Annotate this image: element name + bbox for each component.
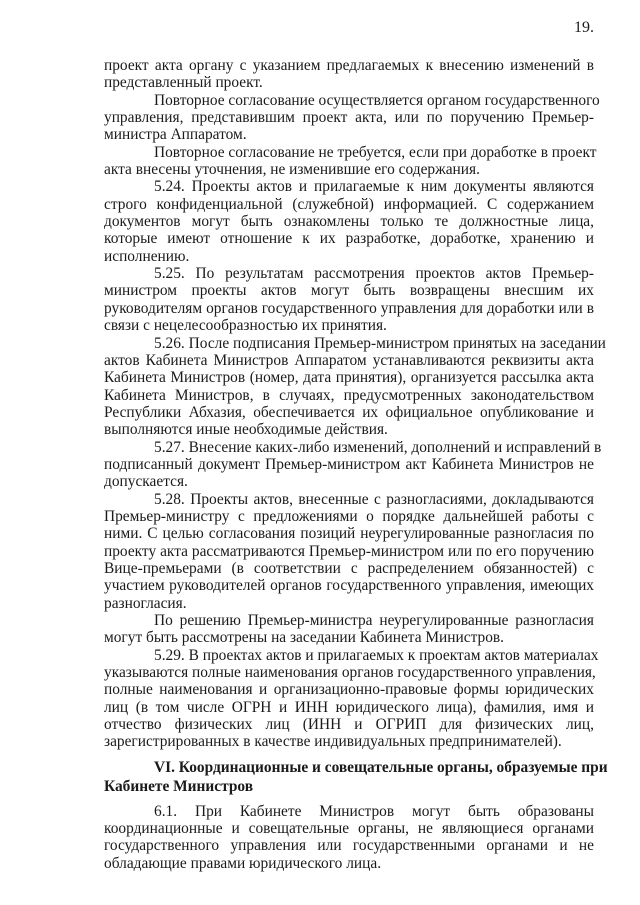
- heading-line: Кабинете Министров: [104, 777, 254, 795]
- paragraph: [104, 265, 594, 334]
- text-line: Кабинета Министров, в случаях, предусмотренных законодательством: [104, 386, 594, 404]
- text-line: документов могут быть ознакомлены только те должностные лица,: [104, 213, 594, 231]
- text-line: 5.29. В проектах актов и прилагаемых к проектам актов материалах: [154, 646, 599, 664]
- text-line: акта внесены уточнения, не изменившие его содержания.: [104, 161, 480, 179]
- text-line: актов Кабинета Министров Аппаратом устанавливаются реквизиты акта: [104, 351, 594, 369]
- paragraph: [104, 491, 594, 612]
- text-line: лиц (в том числе ОГРН и ИНН юридического лица), фамилия, имя и: [104, 698, 594, 716]
- text-line: обладающие правами юридического лица.: [104, 854, 382, 872]
- text-line: Кабинета Министров (номер, дата принятия), организуется рассылка акта: [104, 369, 594, 387]
- text-line: исполнению.: [104, 247, 190, 265]
- text-line: 5.25. По результатам рассмотрения проектов актов Премьер-: [154, 265, 594, 283]
- paragraph: [104, 57, 594, 92]
- text-line: отчество физических лиц (ИНН и ОГРИП для физических лиц,: [104, 716, 594, 734]
- text-line: государственного управления или государственными органами и не: [104, 837, 594, 855]
- text-line: 6.1. При Кабинете Министров могут быть образованы: [154, 802, 594, 820]
- paragraph: [104, 143, 597, 179]
- text-line: проекту акта рассматриваются Премьер-министром или по его поручению: [104, 542, 594, 560]
- paragraphs-before-heading: [104, 57, 606, 751]
- paragraph: [104, 178, 594, 265]
- text-line: разногласия.: [104, 594, 187, 612]
- text-line: управления, представившим проект акта, или по поручению Премьер-: [104, 109, 594, 127]
- page-number: 19.: [574, 19, 594, 36]
- text-line: министра Аппаратом.: [104, 126, 247, 144]
- section-heading: [104, 758, 608, 796]
- text-line: представленный проект.: [104, 74, 263, 92]
- text-line: выполняются иные необходимые действия.: [104, 421, 388, 439]
- text-line: участием руководителей органов государственного управления, имеющих: [104, 577, 594, 595]
- paragraph: [104, 91, 600, 144]
- text-line: 5.26. После подписания Премьер-министром принятых на заседании: [154, 334, 606, 352]
- text-line: могут быть рассмотрены на заседании Кабинета Министров.: [104, 629, 505, 647]
- text-line: указываются полные наименования органов государственного управления,: [104, 664, 596, 682]
- text-line: Вице-премьерами (в соответствии с распределением обязанностей) с: [104, 559, 594, 577]
- text-line: проект акта органу с указанием предлагаемых к внесению изменений в: [104, 57, 594, 74]
- paragraph: [104, 438, 602, 491]
- paragraph: [104, 646, 599, 751]
- text-line: Повторное согласование осуществляется органом государственного: [154, 91, 600, 109]
- text-line: которые имеют отношение к их разработке, доработке, хранению и: [104, 230, 594, 248]
- text-line: 5.27. Внесение каких-либо изменений, дополнений и исправлений в: [154, 438, 602, 456]
- paragraphs-after-heading: [104, 803, 594, 872]
- paragraph: [104, 612, 594, 647]
- text-line: ними. С целью согласования позиций неурегулированные разногласия по: [104, 525, 594, 543]
- text-line: зарегистрированных в качестве индивидуальных предпринимателей).: [104, 733, 562, 751]
- text-line: связи с нецелесообразностью их принятия.: [104, 317, 387, 335]
- text-line: подписанный документ Премьер-министром акт Кабинета Министров не: [104, 455, 594, 473]
- text-line: министром проекты актов могут быть возвращены внесшим их: [104, 282, 594, 300]
- heading-line: VI. Координационные и совещательные органы, образуемые при: [154, 758, 608, 776]
- text-line: Повторное согласование не требуется, если при доработке в проект: [154, 143, 597, 161]
- text-line: полные наименования и организационно-правовые формы юридических: [104, 681, 594, 699]
- text-line: координационные и совещательные органы, не являющиеся органами: [104, 820, 594, 838]
- text-line: строго конфиденциальной (служебной) информацией. С содержанием: [104, 195, 594, 213]
- text-line: допускается.: [104, 473, 188, 491]
- paragraph: [104, 334, 606, 439]
- text-line: Республики Абхазия, обеспечивается их официальное опубликование и: [104, 403, 594, 421]
- paragraph: [104, 803, 594, 872]
- text-line: руководителям органов государственного управления для доработки или в: [104, 299, 594, 317]
- text-line: 5.24. Проекты актов и прилагаемые к ним документы являются: [154, 178, 594, 196]
- text-line: По решению Премьер-министра неурегулированные разногласия: [154, 612, 594, 629]
- text-line: Премьер-министру с предложениями о порядке дальнейшей работы с: [104, 507, 594, 525]
- document-body: [104, 57, 608, 872]
- text-line: 5.28. Проекты актов, внесенные с разногласиями, докладываются: [154, 490, 594, 508]
